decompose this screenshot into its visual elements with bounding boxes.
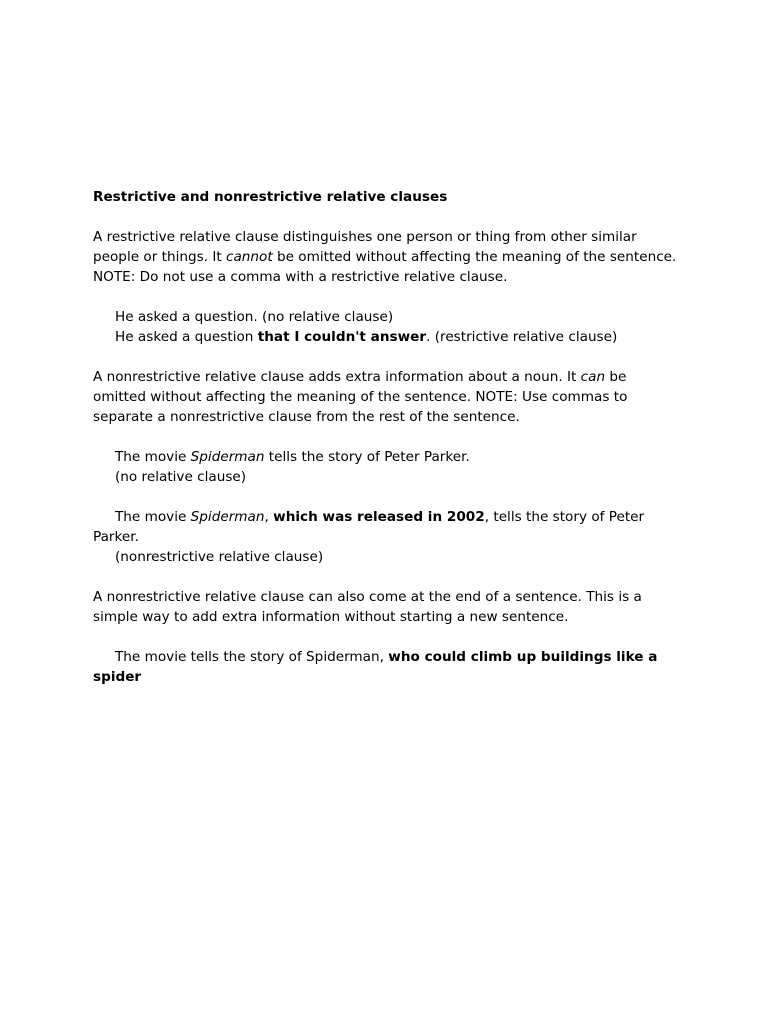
- relative-clause: which was released in 2002: [273, 509, 485, 525]
- document-body: [93, 187, 683, 707]
- text-run: tells the story of Peter Parker.: [264, 449, 470, 465]
- emphasis-can: can: [580, 369, 606, 385]
- paragraph-end-of-sentence: A nonrestrictive relative clause can also come at the end of a sentence. This is a simple way to add extra information without starting a new sentence.: [93, 589, 642, 625]
- relative-clause: who could climb up buildings like a spider: [93, 649, 658, 685]
- text-run: ,: [264, 509, 274, 525]
- example-line: [93, 327, 683, 347]
- text-run: A restrictive relative clause distinguishes one person or thing from other similar people or things. It: [93, 229, 637, 265]
- example-end-of-sentence: [93, 647, 683, 687]
- example-line: [93, 647, 683, 687]
- example-nonrestrictive: [93, 507, 683, 567]
- example-restrictive: [93, 307, 683, 347]
- example-line: [93, 447, 683, 467]
- emphasis-cannot: cannot: [225, 249, 273, 265]
- text-run: The movie: [115, 449, 191, 465]
- text-run: The movie: [115, 509, 191, 525]
- text-run: The movie tells the story of Spiderman,: [115, 649, 389, 665]
- text-run: A nonrestrictive relative clause adds extra information about a noun. It: [93, 369, 581, 385]
- document-title: Restrictive and nonrestrictive relative clauses: [93, 189, 448, 205]
- text-run: , tells the story of Peter Parker.: [93, 509, 645, 545]
- example-note: (nonrestrictive relative clause): [115, 549, 324, 565]
- text-run: be omitted without affecting the meaning of the sentence. NOTE: Do not use a comma with a restrictive relative clause.: [93, 249, 677, 285]
- movie-title: Spiderman: [190, 449, 265, 465]
- text-run: . (restrictive relative clause): [426, 329, 618, 345]
- relative-clause: that I couldn't answer: [257, 329, 427, 345]
- example-no-relative-clause: [93, 447, 683, 487]
- paragraph-nonrestrictive-definition: [93, 367, 683, 427]
- paragraph-restrictive-definition: [93, 227, 683, 287]
- text-run: be omitted without affecting the meaning of the sentence. NOTE: Use commas to separate a nonrestrictive clause from the rest of the sentence.: [93, 369, 628, 425]
- movie-title: Spiderman: [190, 509, 265, 525]
- example-line: He asked a question. (no relative clause): [115, 309, 394, 325]
- example-line: [93, 507, 683, 547]
- text-run: He asked a question: [115, 329, 258, 345]
- example-note: (no relative clause): [115, 469, 247, 485]
